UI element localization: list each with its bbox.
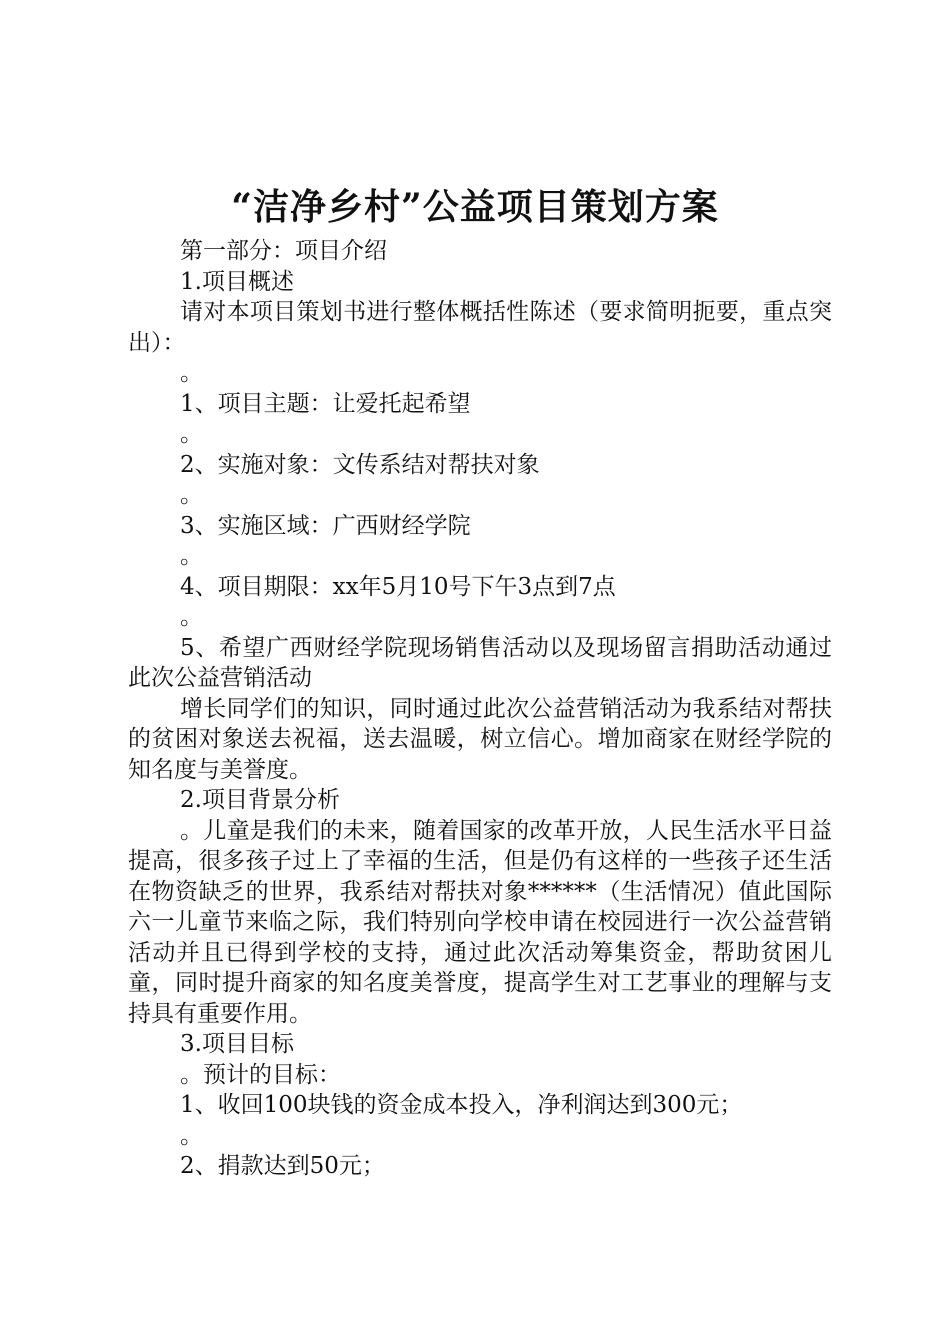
list-item: 5、希望广西财经学院现场销售活动以及现场留言捐助活动通过此次公益营销活动 — [128, 634, 832, 691]
document-body — [128, 236, 832, 1182]
paragraph: 请对本项目策划书进行整体概括性陈述（要求简明扼要，重点突出）： — [128, 299, 832, 356]
subsection-heading: 2.项目背景分析 — [180, 787, 340, 813]
list-item: 2、捐款达到50元； — [180, 1153, 385, 1179]
list-item: 2、实施对象：文传系结对帮扶对象 — [180, 451, 540, 478]
section-heading: 第一部分：项目介绍 — [180, 238, 387, 264]
paragraph: 增长同学们的知识，同时通过此次公益营销活动为我系结对帮扶的贫困对象送去祝福，送去温暖，树立信心。增加商家在财经学院的知名度与美誉度。 — [128, 695, 832, 783]
list-item: 4、项目期限：xx年5月10号下午3点到7点 — [180, 573, 616, 600]
paragraph: 。预计的目标： — [180, 1061, 341, 1088]
separator-dot: 。 — [180, 421, 203, 447]
separator-dot: 。 — [180, 543, 203, 569]
separator-dot: 。 — [180, 482, 203, 508]
subsection-heading: 3.项目目标 — [180, 1031, 294, 1057]
subsection-heading: 1.项目概述 — [180, 268, 294, 295]
list-item: 1、收回100块钱的资金成本投入，净利润达到300元； — [180, 1092, 743, 1118]
separator-dot: 。 — [180, 360, 203, 386]
list-item: 1、项目主题：让爱托起希望 — [180, 390, 471, 417]
paragraph: 。儿童是我们的未来，随着国家的改革开放，人民生活水平日益提高，很多孩子过上了幸福的生活，但是仍有这样的一些孩子还生活在物资缺乏的世界，我系结对帮扶对象******（生活情况）值此国际六一儿童节来临之际，我们特别向学校申请在校园进行一次公益营销活动并且已得到学校的支持，通过此次活动筹集资金，帮助贫困儿童，同时提升商家的知名度美誉度，提高学生对工艺事业的理解与支持具有重要作用。 — [128, 817, 832, 1027]
document-title: “洁净乡村”公益项目策划方案 — [231, 186, 719, 228]
list-item: 3、实施区域：广西财经学院 — [180, 512, 471, 539]
separator-dot: 。 — [180, 604, 203, 630]
separator-dot: 。 — [180, 1122, 203, 1149]
